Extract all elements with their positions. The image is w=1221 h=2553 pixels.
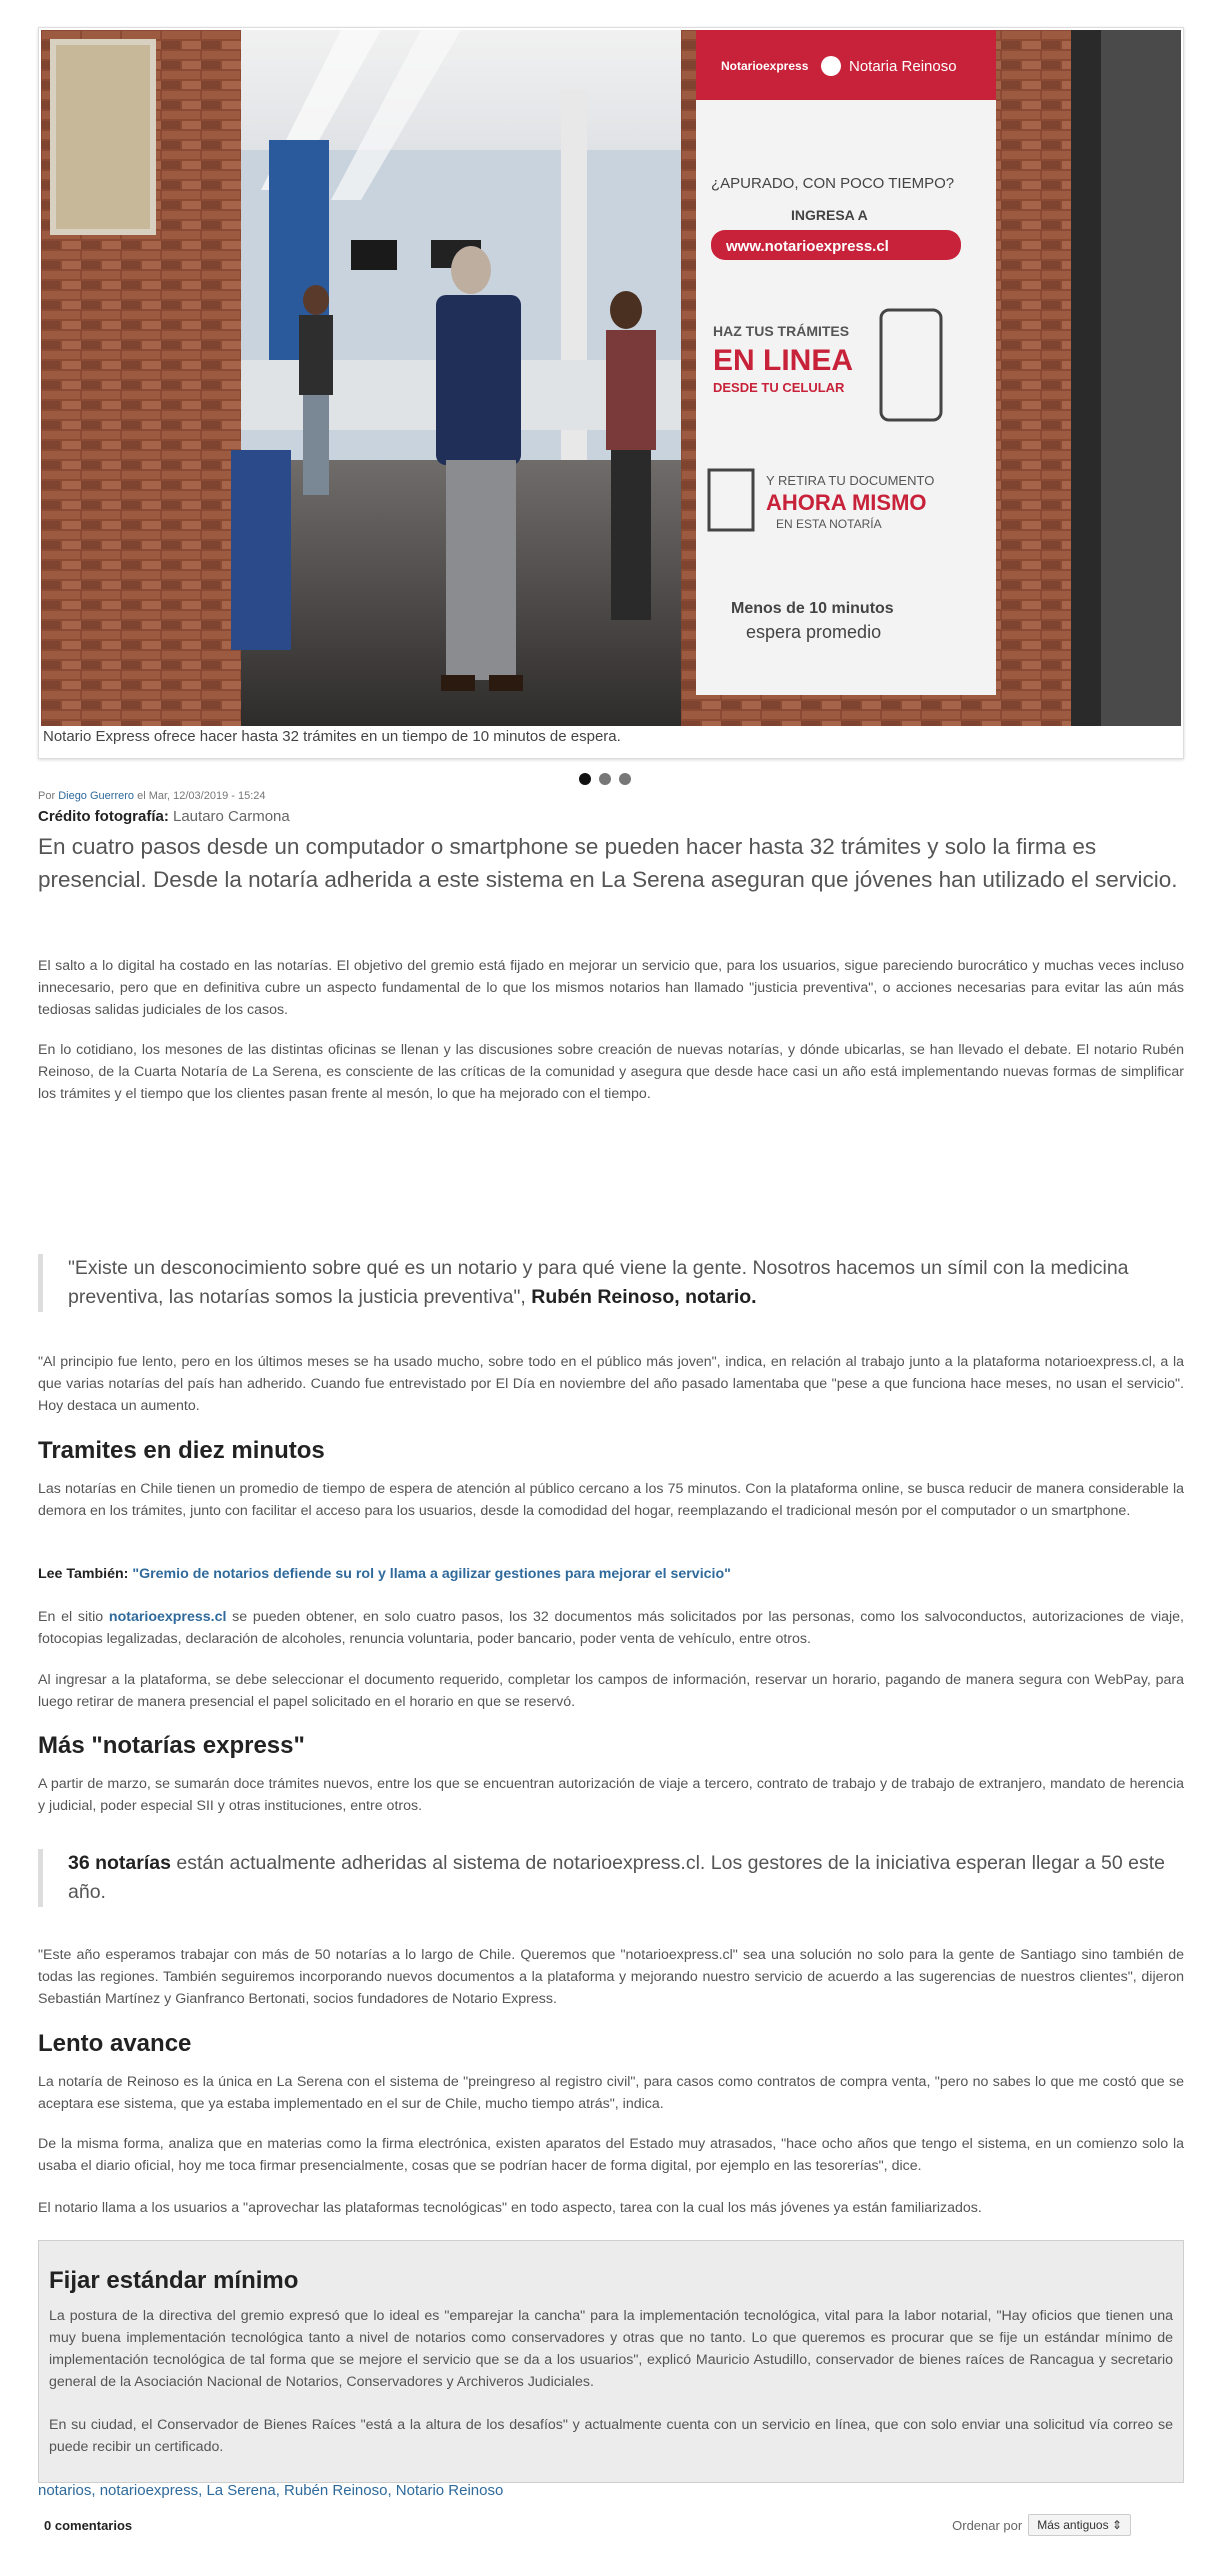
- pull-quote-2-bold: 36 notarías: [68, 1852, 171, 1874]
- publish-date: el Mar, 12/03/2019 - 15:24: [137, 790, 266, 802]
- comments-count: 0 comentarios: [44, 2518, 133, 2533]
- carousel-dots: [579, 773, 631, 785]
- photo-caption: Notario Express ofrece hacer hasta 32 trámites en un tiempo de 10 minutos de espera.: [43, 728, 621, 745]
- banner-line2: INGRESA A: [791, 207, 868, 223]
- photo-credit-label: Crédito fotografía:: [38, 808, 169, 825]
- article-photo-frame: [38, 27, 1184, 759]
- paragraph-6: Al ingresar a la plataforma, se debe seleccionar el documento requerido, completar los campos de información, reservar un horario, pagando de manera segura con WebPay, para luego retirar de manera presencial el papel solicitado en el horario en que se reservó.: [38, 1672, 1184, 1710]
- notarioexpress-link[interactable]: notarioexpress.cl: [108, 1609, 227, 1625]
- pull-quote-2-text: están actualmente adheridas al sistema de notarioexpress.cl. Los gestores de la iniciativa esperan llegar a 50 este año.: [68, 1852, 1165, 1903]
- banner-url: www.notarioexpress.cl: [726, 238, 889, 255]
- paragraph-10: De la misma forma, analiza que en materias como la firma electrónica, existen aparatos del Estado muy atrasados, "hace ocho años que tengo el sistema, en un comienzo solo la usaba el diario oficial, hoy me toca firmar presencialmente, cosas que se podrían hacer de forma digital, por ejemplo en las tesorerías", dice.: [38, 2136, 1184, 2174]
- paragraph-1: El salto a lo digital ha costado en las notarías. El objetivo del gremio está fijado en mejorar un servicio que, para los usuarios, sigue pareciendo burocrático y muchas veces incluso innecesario, pero que en definitiva cubre un aspecto fundamental de lo que los mismos notarios han llamado "justicia preventiva", o acciones necesarias para evitar las aún más tediosas salidas judiciales de los casos.: [38, 958, 1184, 1018]
- pull-quote-1-text: "Existe un desconocimiento sobre qué es un notario y para qué viene la gente. Nosotros hacemos un símil con la medicina preventiva, las notarías somos la justicia preventiva",: [68, 1257, 1129, 1308]
- article-lead: En cuatro pasos desde un computador o smartphone se pueden hacer hasta 32 trámites y solo la firma es presencial. Desde la notaría adherida a este sistema en La Serena aseguran que jóvenes han utilizado el servicio.: [38, 834, 1178, 892]
- carousel-dot-1[interactable]: [579, 773, 591, 785]
- paragraph-3: "Al principio fue lento, pero en los últimos meses se ha usado mucho, sobre todo en el público más joven", indica, en relación al trabajo junto a la plataforma notarioexpress.cl, a la que varias notarías del país han adherido. Cuando fue entrevistado por El Día en noviembre del año pasado lamentaba que "pese a que funciona hace meses, no usan el servicio". Hoy destaca un aumento.: [38, 1354, 1184, 1414]
- article-byline: [38, 790, 266, 802]
- highlight-box-paragraph-2: En su ciudad, el Conservador de Bienes Raíces "está a la altura de los desafíos" y actualmente cuenta con un servicio en línea, que con solo enviar una solicitud vía correo se puede recibir un certificado.: [49, 2417, 1173, 2455]
- order-select[interactable]: [1028, 2514, 1131, 2536]
- paragraph-4: Las notarías en Chile tienen un promedio de tiempo de espera de atención al público cercano a los 75 minutos. Con la plataforma online, se busca reducir de manera considerable la demora en los trámites, junto con facilitar el acceso para los usuarios, desde la comodidad del hogar, reemplazando el tradicional mesón por el computador o un smartphone.: [38, 1481, 1184, 1519]
- paragraph-11: El notario llama a los usuarios a "aprovechar las plataformas tecnológicas" en todo aspecto, tarea con la cual los más jóvenes ya están familiarizados.: [38, 2200, 982, 2216]
- carousel-dot-2[interactable]: [599, 773, 611, 785]
- photo-credit: [38, 808, 290, 825]
- related-article-link[interactable]: "Gremio de notarios defiende su rol y llama a agilizar gestiones para mejorar el servicio": [132, 1566, 731, 1582]
- paragraph-2: En lo cotidiano, los mesones de las distintas oficinas se llenan y las discusiones sobre creación de nuevas notarías, y dónde ubicarlas, se han llevado el debate. El notario Rubén Reinoso, de la Cuarta Notaría de La Serena, es consciente de las críticas de la comunidad y asegura que desde hace casi un año está implementando nuevas formas de simplificar los trámites y el tiempo que los clientes pasan frente al mesón, lo que ha mejorado con el tiempo.: [38, 1042, 1184, 1102]
- related-label: Lee También:: [38, 1566, 129, 1582]
- pull-quote-1-author: Rubén Reinoso, notario.: [531, 1286, 757, 1308]
- paragraph-5: [38, 1606, 1184, 1650]
- banner-brand1: Notarioexpress: [721, 59, 809, 73]
- order-label: Ordenar por: [952, 2517, 1023, 2533]
- highlight-box: [38, 2240, 1184, 2483]
- paragraph-8: "Este año esperamos trabajar con más de 50 notarías a lo largo de Chile. Queremos que "notarioexpress.cl" sea una solución no solo para la gente de Santiago sino también de todas las regiones. También seguiremos incorporando nuevos documentos a la plataforma y mejorando nuestro servicio de acuerdo a las sugerencias de nuestros clientes", dijeron Sebastián Martínez y Gianfranco Bertonati, socios fundadores de Notario Express.: [38, 1947, 1184, 2007]
- paragraph-5-post: se pueden obtener, en solo cuatro pasos, los 32 documentos más solicitados por las personas, como los salvoconductos, autorizaciones de viaje, fotocopias legalizadas, declaración de alcoholes, renuncia voluntaria, poder bancario, poder venta de vehículo, entre otros.: [38, 1609, 1184, 1647]
- tag-notarioexpress[interactable]: notarioexpress: [99, 2482, 199, 2499]
- order-select-value: Más antiguos: [1037, 2518, 1109, 2532]
- author-link[interactable]: Diego Guerrero: [58, 790, 135, 802]
- banner-line1: ¿APURADO, CON POCO TIEMPO?: [711, 175, 955, 192]
- carousel-dot-3[interactable]: [619, 773, 631, 785]
- banner-brand2: Notaria Reinoso: [849, 58, 957, 75]
- comments-order: [952, 2514, 1131, 2536]
- banner-line5b: espera promedio: [746, 622, 882, 642]
- banner-line5a: Menos de 10 minutos: [731, 600, 894, 617]
- tag-notarios[interactable]: notarios: [38, 2482, 92, 2499]
- related-article: [38, 1566, 731, 1582]
- article-tags: notarios, notarioexpress, La Serena, Rubén Reinoso, Notario Reinoso: [38, 2482, 504, 2499]
- tag-notario-reinoso[interactable]: Notario Reinoso: [395, 2482, 504, 2499]
- section-heading-2: Más "notarías express": [38, 1732, 305, 1759]
- highlight-box-paragraph-1: La postura de la directiva del gremio expresó que lo ideal es "emparejar la cancha" para la implementación tecnológica, vital para la labor notarial, "Hay oficios que tienen una muy buena implementación tecnológica tanto a nivel de notarios como conservadores y otras que no tanto. Lo que queremos es procurar que se fije un estándar mínimo de implementación tecnológica de tal forma que se mejore el servicio que se da a los usuarios", explicó Mauricio Astudillo, conservador de bienes raíces de Rancagua y secretario general de la Asociación Nacional de Notarios, Conservadores y Archiveros Judiciales.: [49, 2308, 1173, 2390]
- paragraph-9: La notaría de Reinoso es la única en La Serena con el sistema de "preingreso al registro civil", para casos como contratos de compra venta, "pero no sabes lo que me costó que se aceptara ese sistema, que ya estaba implementado en el sur de Chile, mucho tiempo atrás", indica.: [38, 2074, 1184, 2112]
- pull-quote-2: [38, 1849, 1184, 1907]
- banner-line4c: EN ESTA NOTARÍA: [776, 517, 882, 531]
- banner-line3b: EN LINEA: [713, 344, 854, 377]
- article-photo[interactable]: [41, 30, 1181, 726]
- section-heading-1: Tramites en diez minutos: [38, 1437, 325, 1464]
- notary-office-photo: [41, 30, 1181, 726]
- banner-line3a: HAZ TUS TRÁMITES: [713, 323, 850, 339]
- section-heading-3: Lento avance: [38, 2030, 192, 2057]
- banner-line4b: AHORA MISMO: [766, 490, 927, 515]
- tag-ruben-reinoso[interactable]: Rubén Reinoso: [284, 2482, 388, 2499]
- byline-prefix: Por: [38, 790, 56, 802]
- updown-icon: ⇕: [1111, 2518, 1122, 2532]
- paragraph-5-pre: En el sitio: [38, 1609, 104, 1625]
- banner-line3c: DESDE TU CELULAR: [713, 380, 845, 395]
- tag-la-serena[interactable]: La Serena: [206, 2482, 276, 2499]
- photo-credit-name: Lautaro Carmona: [173, 808, 290, 825]
- banner-line4a: Y RETIRA TU DOCUMENTO: [766, 473, 935, 488]
- pull-quote-1: [38, 1254, 1184, 1312]
- highlight-box-title: Fijar estándar mínimo: [49, 2267, 299, 2294]
- paragraph-7: A partir de marzo, se sumarán doce trámites nuevos, entre los que se encuentran autorización de viaje a tercero, contrato de trabajo y de trabajo de extranjero, mandato de herencia y judicial, poder especial SII y otras instituciones, entre otros.: [38, 1776, 1184, 1814]
